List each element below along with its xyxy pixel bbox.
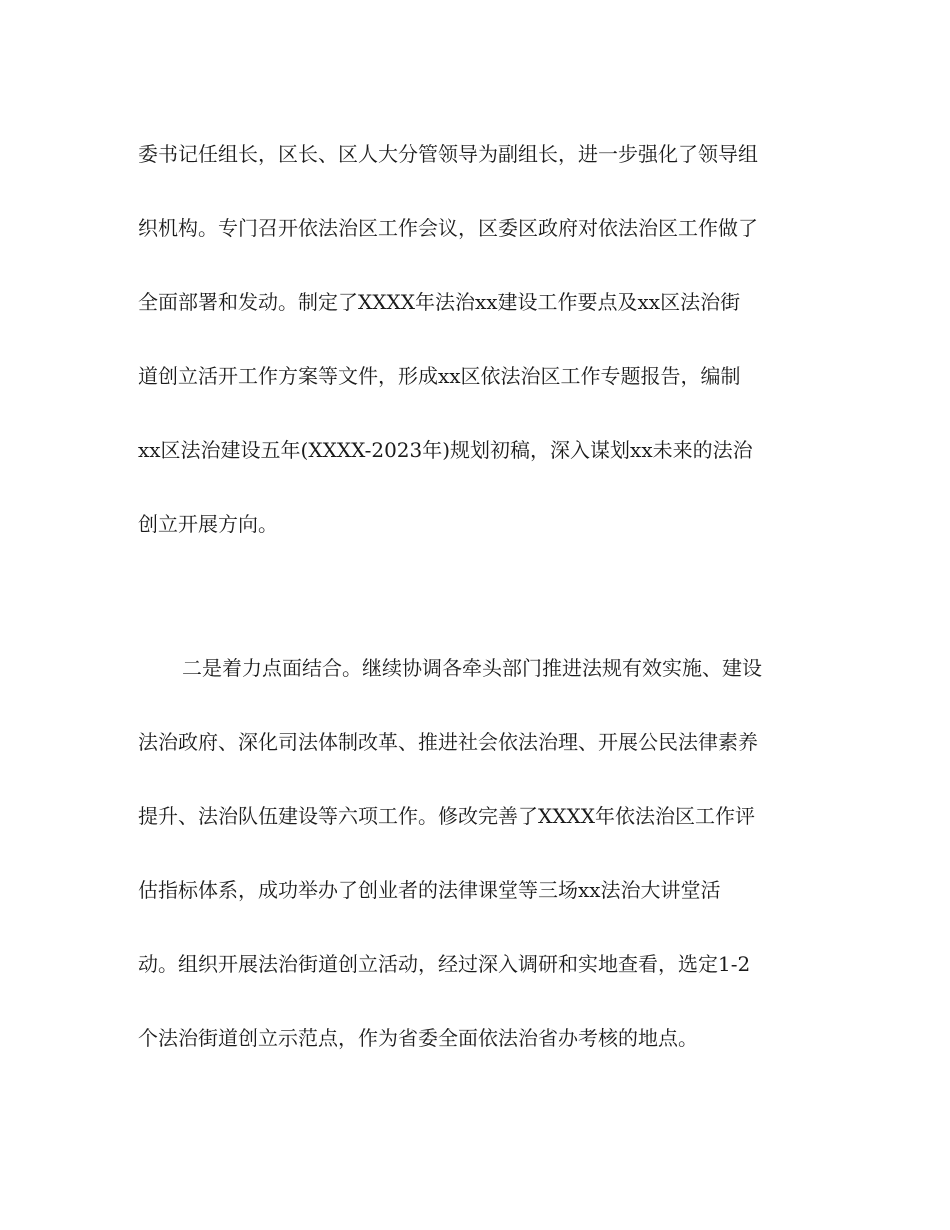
paragraph-2-line-6: 个法治街道创立示范点，作为省委全面依法治省办考核的地点。	[138, 1026, 698, 1050]
paragraph-1-line-4: 道创立活开工作方案等文件，形成xx区依法治区工作专题报告，编制	[138, 364, 741, 388]
paragraph-1-line-1: 委书记任组长，区长、区人大分管领导为副组长，进一步强化了领导组	[138, 142, 758, 166]
paragraph-2-line-2: 法治政府、深化司法体制改革、推进社会依法治理、开展公民法律素养	[138, 730, 758, 754]
paragraph-2-line-1: 二是着力点面结合。继续协调各牵头部门推进法规有效实施、建设	[182, 656, 762, 680]
paragraph-1-line-6: 创立开展方向。	[138, 512, 278, 536]
paragraph-2-line-3: 提升、法治队伍建设等六项工作。修改完善了XXXX年依法治区工作评	[138, 804, 755, 828]
paragraph-2-line-4: 估指标体系，成功举办了创业者的法律课堂等三场xx法治大讲堂活	[138, 878, 721, 902]
paragraph-1-line-3: 全面部署和发动。制定了XXXX年法治xx建设工作要点及xx区法治街	[138, 290, 741, 314]
paragraph-2-line-5: 动。组织开展法治街道创立活动，经过深入调研和实地查看，选定1-2	[138, 952, 751, 976]
paragraph-1-line-5: xx区法治建设五年(XXXX-2023年)规划初稿，深入谋划xx未来的法治	[138, 438, 753, 462]
paragraph-1-line-2: 织机构。专门召开依法治区工作会议，区委区政府对依法治区工作做了	[138, 216, 758, 240]
